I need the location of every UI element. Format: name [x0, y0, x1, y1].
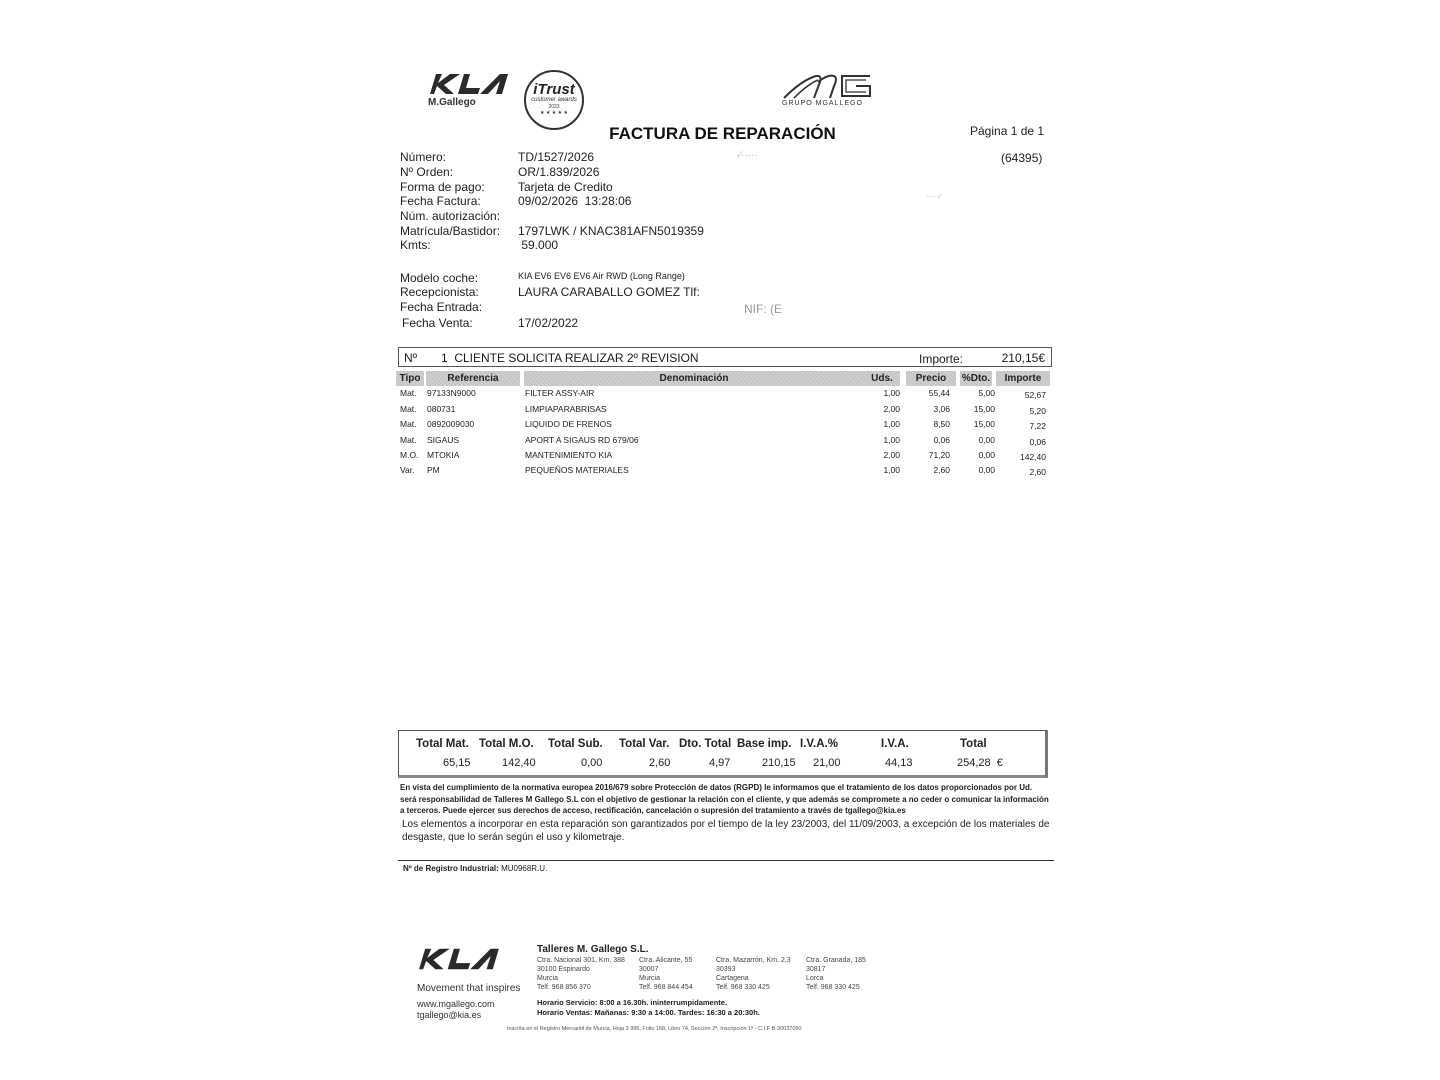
registro-industrial	[403, 864, 547, 873]
numero-label: Número:	[400, 150, 447, 164]
total-mat-value: 65,15	[443, 757, 471, 769]
kia-logo-footer-icon	[417, 945, 505, 973]
numero-value: TD/1527/2026	[518, 150, 595, 164]
kmts-label: Kmts:	[400, 238, 431, 252]
itrust-award-badge: iTrust customer awards 2023 ★ ★ ★ ★ ★	[524, 70, 584, 130]
col-referencia: Referencia	[426, 371, 520, 386]
fecha-venta-label: Fecha Venta:	[402, 316, 473, 330]
contact-links	[417, 999, 495, 1021]
mercantile-registry: Inscrita en el Registro Mercantil de Murcia, Hoja 3 995, Folio 168, Libro 74, Sección 2ª, Inscripción 1ª - C.I.F B-30037050	[507, 1026, 802, 1032]
autorizacion-label: Núm. autorización:	[400, 209, 501, 223]
table-row: Mat. 97133N9000 FILTER ASSY-AIR 1,00 55,44 5,00 52,67	[400, 388, 1046, 400]
total-mo-value: 142,40	[502, 757, 536, 769]
iva-value: 44,13	[885, 757, 913, 769]
matricula-value: 1797LWK / KNAC381AFN5019359	[518, 224, 704, 238]
rgpd-notice: En vista del cumplimiento de la normativa europea 2016/679 sobre Protección de datos (RGPD) le informamos que el tratamiento de los datos proporcionados por Ud. será responsabilidad de Talleres M Gallego S.L con el objetivo de gestionar la relación con el cliente, y que además se compromete a no ceder o comunicar la información a terceros. Puede ejercer sus derechos de acceso, rectificación, cancelación o supresión del tratamiento a través de tgallego@kia.es	[400, 783, 1049, 815]
address-lorca: Ctra. Granada, 185 30817 Lorca Telf. 968 330 425	[806, 957, 866, 991]
address-espinardo: Ctra. Nacional 301, Km. 388 30100 Espinardo Murcia Telf. 968 856 370	[537, 957, 625, 991]
fecha-entrada-label: Fecha Entrada:	[400, 300, 483, 314]
total-sub-value: 0,00	[581, 757, 603, 769]
kia-logo-icon	[428, 72, 514, 96]
iva-label: I.V.A.	[881, 738, 909, 750]
col-denominacion: Denominación	[524, 371, 864, 386]
page-indicator: Página 1 de 1	[970, 124, 1045, 138]
total-sub-label: Total Sub.	[548, 738, 603, 750]
customer-code: (64395)	[1001, 151, 1043, 165]
total-var-label: Total Var.	[619, 738, 670, 750]
table-row: Mat. 080731 LIMPIAPARABRISAS 2,00 3,06 15,00 5,20	[400, 404, 1046, 416]
forma-pago-value: Tarjeta de Credito	[518, 180, 613, 194]
kmts-value: 59.000	[518, 238, 559, 252]
line-items-table-header	[396, 371, 1052, 387]
total-mat-label: Total Mat.	[416, 738, 469, 750]
item-number-label: Nº	[404, 351, 418, 365]
warranty-notice: Los elementos a incorporar en esta reparación son garantizados por el tiempo de la ley 23/2003, del 11/09/2003, a excepción de los materiales de desgaste, que lo serán según el uso y kilometraje.	[402, 819, 1050, 843]
recepcionista-label: Recepcionista:	[400, 285, 479, 299]
total-var-value: 2,60	[649, 757, 671, 769]
dto-total-value: 4,97	[709, 757, 731, 769]
website-link[interactable]: www.mgallego.com	[417, 999, 495, 1009]
iva-pct-value: 21,00	[813, 757, 841, 769]
col-uds: Uds.	[864, 371, 900, 386]
address-murcia: Ctra. Alicante, 55 30007 Murcia Telf. 968 844 454	[639, 957, 693, 991]
matricula-label: Matrícula/Bastidor:	[400, 224, 501, 238]
table-row: M.O. MTOKIA MANTENIMIENTO KIA 2,00 71,20 0,00 142,40	[400, 450, 1046, 462]
document-title: FACTURA DE REPARACIÓN	[609, 124, 836, 143]
item-importe-label: Importe:	[919, 352, 964, 366]
total-label: Total	[960, 738, 987, 750]
modelo-value: KIA EV6 EV6 EV6 Air RWD (Long Range)	[518, 271, 685, 281]
service-hours: Horario Servicio: 8:00 a 16.30h. ininterrumpidamente.	[537, 998, 728, 1007]
group-name: GRUPO MGALLEGO	[782, 100, 863, 107]
company-name: Talleres M. Gallego S.L.	[537, 944, 649, 955]
col-importe: Importe	[996, 371, 1050, 386]
orden-label: Nº Orden:	[400, 165, 454, 179]
total-mo-label: Total M.O.	[479, 738, 534, 750]
base-imp-value: 210,15	[762, 757, 796, 769]
base-imp-label: Base imp.	[737, 738, 792, 750]
business-hours	[537, 998, 760, 1018]
redacted-customer-name: ·∕·····	[736, 150, 758, 161]
col-precio: Precio	[906, 371, 956, 386]
email-link[interactable]: tgallego@kia.es	[417, 1010, 482, 1020]
brand-slogan: Movement that inspires	[417, 983, 521, 994]
forma-pago-label: Forma de pago:	[400, 180, 485, 194]
grand-total-value: 254,28 €	[957, 757, 1003, 769]
address-cartagena: Ctra. Mazarrón, Km. 2,3 30393 Cartagena Telf. 968 330 425	[716, 957, 791, 991]
divider	[398, 860, 1054, 861]
item-importe-value: 210,15€	[1001, 351, 1045, 365]
dealer-name: M.Gallego	[428, 97, 476, 108]
orden-value: OR/1.839/2026	[518, 165, 600, 179]
table-row: Mat. 0892009030 LIQUIDO DE FRENOS 1,00 8,50 15,00 7,22	[400, 419, 1046, 431]
fecha-factura-value: 09/02/2026 13:28:06	[518, 194, 632, 208]
item-description: 1 CLIENTE SOLICITA REALIZAR 2º REVISION	[441, 351, 699, 365]
col-dto: %Dto.	[961, 373, 991, 384]
dto-total-label: Dto. Total	[679, 738, 732, 750]
sales-hours: Horario Ventas: Mañanas: 9:30 a 14:00. Tardes: 16:30 a 20:30h.	[537, 1008, 760, 1017]
iva-pct-label: I.V.A.%	[800, 738, 838, 750]
table-row: Mat. SIGAUS APORT A SIGAUS RD 679/06 1,00 0,06 0,00 0,06	[400, 435, 1046, 447]
fecha-venta-value: 17/02/2022	[518, 316, 579, 330]
col-tipo: Tipo	[396, 371, 424, 386]
totals-summary	[398, 730, 1048, 778]
grupo-mgallego-logo-icon	[782, 72, 872, 100]
table-row: Var. PM PEQUEÑOS MATERIALES 1,00 2,60 0,00 2,60	[400, 465, 1046, 477]
work-item-header	[398, 347, 1052, 367]
registro-value: MU0968R.U.	[501, 864, 548, 873]
recepcionista-value: LAURA CARABALLO GOMEZ Tlf:	[518, 285, 700, 299]
fecha-factura-label: Fecha Factura:	[400, 194, 481, 208]
modelo-label: Modelo coche:	[400, 271, 479, 285]
registro-label: Nº de Registro Industrial:	[403, 864, 499, 873]
nif-label: NIF: (E	[744, 302, 782, 316]
redacted-customer-city: ·····∕	[926, 192, 941, 201]
